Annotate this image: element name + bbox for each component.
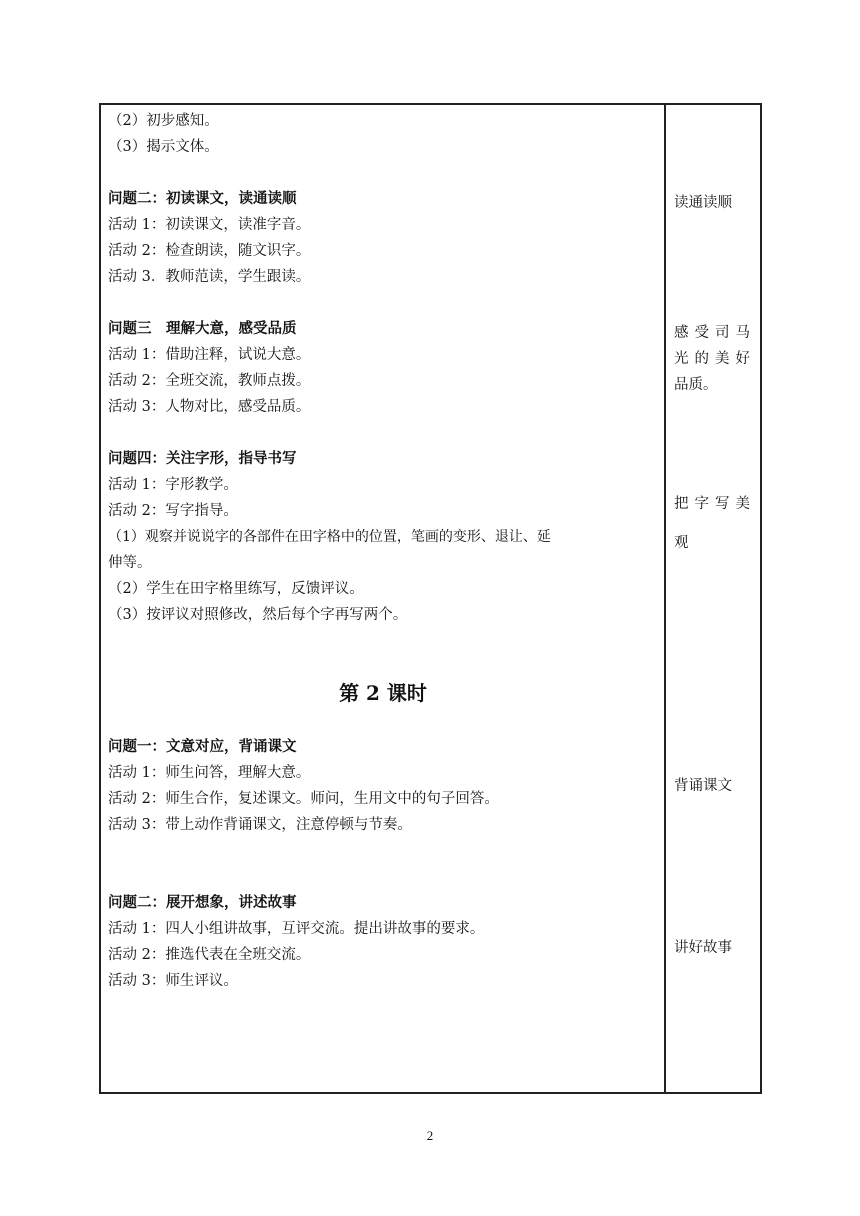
question-heading: 问题二：初读课文，读通读顺	[108, 190, 297, 207]
text-line: （2）学生在田字格里练写，反馈评议。	[108, 581, 364, 597]
text-line: （3）揭示文体。	[108, 139, 219, 155]
text-line: 活动 2：写字指导。	[108, 503, 238, 519]
text-line: 活动 3：师生评议。	[108, 973, 238, 989]
text-line: 活动 2：师生合作，复述课文。师问，生用文中的句子回答。	[108, 791, 499, 807]
question-heading: 问题三 理解大意，感受品质	[108, 320, 297, 337]
question-heading: 问题二：展开想象，讲述故事	[108, 894, 297, 911]
margin-note: 光的美好	[674, 351, 756, 367]
question-heading: 问题四：关注字形，指导书写	[108, 450, 297, 467]
text-line: 活动 1：师生问答，理解大意。	[108, 765, 311, 781]
text-line: 活动 3．教师范读，学生跟读。	[108, 269, 311, 285]
text-line: 活动 3：人物对比，感受品质。	[108, 399, 311, 415]
text-line: （1）观察并说说字的各部件在田字格中的位置，笔画的变形、退让、延	[108, 529, 551, 545]
text-line: 活动 2：全班交流，教师点拨。	[108, 373, 311, 389]
text-line: 活动 1：字形教学。	[108, 477, 238, 493]
text-line: 活动 2：推选代表在全班交流。	[108, 947, 311, 963]
margin-note: 讲好故事	[674, 940, 732, 956]
margin-note: 感受司马	[674, 325, 756, 341]
margin-note: 读通读顺	[674, 195, 732, 211]
page-number: 2	[426, 1128, 434, 1143]
text-line: 伸等。	[108, 555, 152, 571]
question-heading: 问题一：文意对应，背诵课文	[108, 738, 297, 755]
margin-note: 背诵课文	[674, 778, 732, 794]
text-line: （2）初步感知。	[108, 113, 219, 129]
text-line: 活动 1：初读课文，读准字音。	[108, 217, 311, 233]
margin-note: 观	[674, 535, 689, 551]
text-line: 活动 1：四人小组讲故事，互评交流。提出讲故事的要求。	[108, 921, 485, 937]
text-line: 活动 2：检查朗读，随文识字。	[108, 243, 311, 259]
text-line: （3）按评议对照修改，然后每个字再写两个。	[108, 607, 408, 623]
text-line: 活动 1：借助注释，试说大意。	[108, 347, 311, 363]
text-line: 活动 3：带上动作背诵课文，注意停顿与节奏。	[108, 817, 412, 833]
margin-note: 把字写美	[674, 496, 756, 512]
column-divider	[664, 103, 666, 1094]
margin-note: 品质。	[674, 377, 718, 393]
section-title: 第 2 课时	[339, 681, 427, 705]
